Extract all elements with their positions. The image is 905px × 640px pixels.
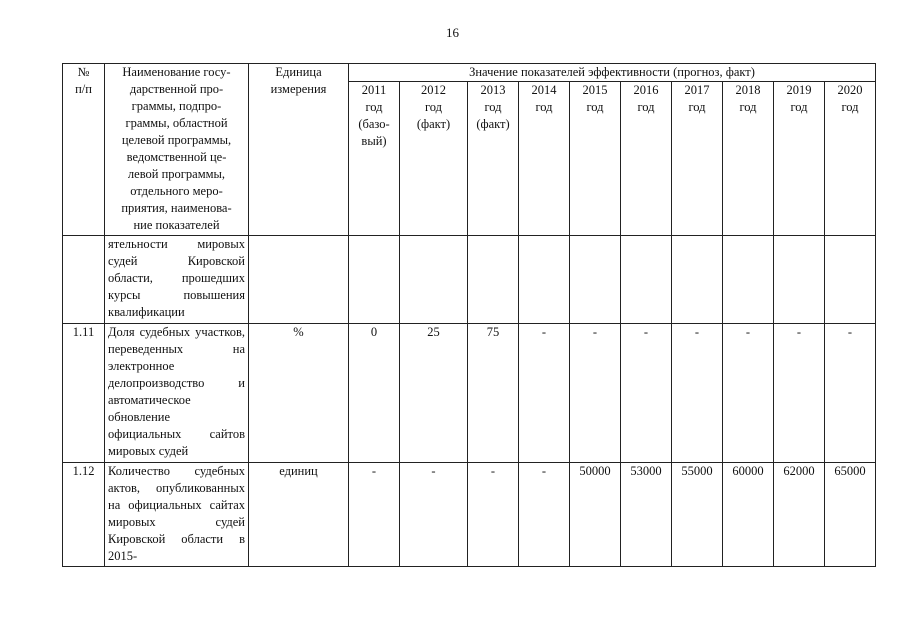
row-value: - xyxy=(400,463,468,567)
row-value: - xyxy=(723,324,774,463)
header-year-2012: 2012 год (факт) xyxy=(400,82,468,236)
table-row xyxy=(63,463,876,567)
header-year-2015: 2015 год xyxy=(570,82,621,236)
row-value xyxy=(349,236,400,324)
header-year-2013: 2013 год (факт) xyxy=(468,82,519,236)
row-value: 0 xyxy=(349,324,400,463)
row-value: - xyxy=(519,324,570,463)
row-value xyxy=(468,236,519,324)
row-value xyxy=(825,236,876,324)
table-row xyxy=(63,236,876,324)
row-name: ятельности мировых судей Кировской области, прошедших курсы повышения квалификации xyxy=(105,236,249,324)
row-value: 62000 xyxy=(774,463,825,567)
header-num: № п/п xyxy=(63,64,105,236)
table-row xyxy=(63,324,876,463)
row-value: - xyxy=(468,463,519,567)
header-year-2011: 2011 год (базо- вый) xyxy=(349,82,400,236)
row-value xyxy=(672,236,723,324)
row-value: - xyxy=(774,324,825,463)
row-value: 50000 xyxy=(570,463,621,567)
row-value xyxy=(621,236,672,324)
row-value xyxy=(400,236,468,324)
row-value: 60000 xyxy=(723,463,774,567)
row-value: - xyxy=(570,324,621,463)
row-value xyxy=(774,236,825,324)
header-group: Значение показателей эффективности (прогноз, факт) xyxy=(349,64,876,82)
header-name: Наименование госу- дарственной про- граммы, подпро- граммы, областной целевой программы, ведомственной це- левой программы, отдельного меро- приятия, наименова- ние показателей xyxy=(105,64,249,236)
row-value: 75 xyxy=(468,324,519,463)
indicators-table xyxy=(62,63,876,567)
row-name: Доля судебных участков, переведенных на электронное делопроизводство и автоматическое обновление официальных сайтов мировых судей xyxy=(105,324,249,463)
page-number: 16 xyxy=(446,25,459,40)
header-unit: Единица измерения xyxy=(249,64,349,236)
row-value: - xyxy=(825,324,876,463)
header-year-2020: 2020 год xyxy=(825,82,876,236)
row-value: 25 xyxy=(400,324,468,463)
row-value xyxy=(570,236,621,324)
row-unit: единиц xyxy=(249,463,349,567)
header-year-2019: 2019 год xyxy=(774,82,825,236)
header-year-2016: 2016 год xyxy=(621,82,672,236)
row-value xyxy=(723,236,774,324)
row-value: - xyxy=(621,324,672,463)
row-value: - xyxy=(349,463,400,567)
row-value xyxy=(519,236,570,324)
row-unit: % xyxy=(249,324,349,463)
row-num: 1.11 xyxy=(63,324,105,463)
row-num: 1.12 xyxy=(63,463,105,567)
header-year-2014: 2014 год xyxy=(519,82,570,236)
row-value: 55000 xyxy=(672,463,723,567)
row-name: Количество судебных актов, опубликованных на официальных сайтах мировых судей Кировской области в 2015- xyxy=(105,463,249,567)
row-value: 65000 xyxy=(825,463,876,567)
row-unit xyxy=(249,236,349,324)
row-value: - xyxy=(672,324,723,463)
row-value: 53000 xyxy=(621,463,672,567)
row-value: - xyxy=(519,463,570,567)
header-year-2017: 2017 год xyxy=(672,82,723,236)
header-year-2018: 2018 год xyxy=(723,82,774,236)
row-num xyxy=(63,236,105,324)
